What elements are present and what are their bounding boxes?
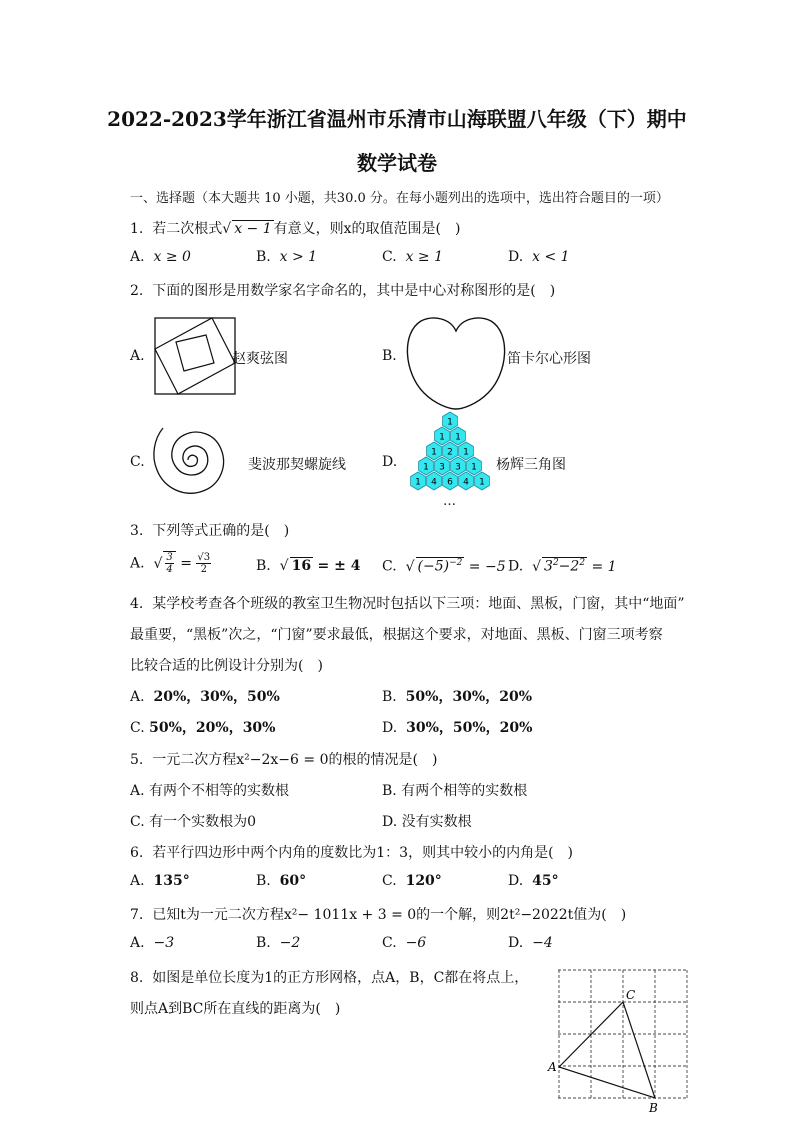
svg-text:1: 1 <box>447 417 453 428</box>
pascal-cell <box>459 442 474 460</box>
title-line-2: 数学试卷 <box>357 151 437 175</box>
q8-line-2: 则点A到BC所在直线的距离为( ) <box>130 1001 341 1017</box>
point-c-label: C <box>626 988 636 1002</box>
svg-text:1: 1 <box>455 432 461 443</box>
question-2: 2. 下面的图形是用数学家名字命名的，其中是中心对称图形的是( ) <box>130 283 556 299</box>
q7-text: 已知t为一元二次方程x²− 1011x + 3 = 0的一个解，则2t²−2022t值为( ) <box>152 907 627 923</box>
section-heading: 一、选择题（本大题共 10 小题，共30.0 分。在每小题列出的选项中，选出符合题目的一项） <box>130 191 669 206</box>
svg-text:2: 2 <box>447 447 453 458</box>
q4-option-a[interactable]: A. 20%，30%，50% <box>130 689 280 705</box>
q7-option-c[interactable]: C. −6 <box>382 935 427 951</box>
q2-text: 下面的图形是用数学家名字命名的，其中是中心对称图形的是( ) <box>152 283 556 299</box>
q1-pre: 若二次根式 <box>152 221 223 237</box>
q4-option-d[interactable]: D. 30%，50%，20% <box>382 720 533 736</box>
q2-option-b-label[interactable]: B. <box>382 348 397 364</box>
pascal-triangle <box>404 413 496 493</box>
svg-text:1: 1 <box>439 432 445 443</box>
pascal-cell <box>467 457 482 475</box>
q6-option-d[interactable]: D. 45° <box>508 873 559 889</box>
pascal-cell <box>443 442 458 460</box>
pascal-cell <box>451 457 466 475</box>
triangle-abc <box>559 1002 655 1098</box>
q1-radicand: x − 1 <box>234 221 272 237</box>
q5-option-c[interactable]: C. 有一个实数根为0 <box>130 814 257 830</box>
pascal-cell <box>427 442 442 460</box>
pascal-cell <box>451 427 466 445</box>
q4-line-1: 某学校考查各个班级的教室卫生物况时包括以下三项：地面、黑板，门窗，其中“地面” <box>152 596 685 612</box>
q5-option-d[interactable]: D. 没有实数根 <box>382 814 472 830</box>
pascal-cell <box>427 472 442 490</box>
q2-option-d-label[interactable]: D. <box>382 454 398 470</box>
q1-option-c[interactable]: C. x ≥ 1 <box>382 249 444 265</box>
pascal-ellipsis: … <box>443 494 456 509</box>
q1-post: 有意义，则x的取值范围是( ) <box>273 221 461 237</box>
svg-text:1: 1 <box>471 462 477 473</box>
pascal-cell <box>419 457 434 475</box>
q6-option-b[interactable]: B. 60° <box>256 873 307 889</box>
q3-text: 下列等式正确的是( ) <box>152 523 290 539</box>
pascal-cell <box>411 472 426 490</box>
q7-option-b[interactable]: B. −2 <box>256 935 301 951</box>
svg-text:3: 3 <box>455 462 461 473</box>
q3-option-d[interactable]: D. √ $3^2-2^2 = 1$ <box>508 558 617 575</box>
q2-option-a-label[interactable]: A. <box>130 348 145 364</box>
q2-option-d-name: 杨辉三角图 <box>496 457 566 473</box>
point-b-label: B <box>649 1101 658 1115</box>
q1-number: 1. <box>130 221 144 237</box>
question-5: 5. 一元二次方程x²−2x−6 = 0的根的情况是( ) <box>130 752 438 768</box>
q5-option-b[interactable]: B. 有两个相等的实数根 <box>382 783 528 799</box>
question-8: 8. 如图是单位长度为1的正方形网格，点A，B，C都在将点上， <box>130 970 529 986</box>
q7-option-d[interactable]: D. −4 <box>508 935 553 951</box>
q2-option-b-name: 笛卡尔心形图 <box>507 351 591 367</box>
fibonacci-spiral <box>152 414 247 504</box>
q4-option-c[interactable]: C. 50%，20%，30% <box>130 720 276 736</box>
pascal-cell <box>443 472 458 490</box>
q6-text: 若平行四边形中两个内角的度数比为1：3，则其中较小的内角是( ) <box>152 845 574 861</box>
svg-text:1: 1 <box>463 447 469 458</box>
pascal-cell <box>435 427 450 445</box>
q7-option-a[interactable]: A. −3 <box>130 935 175 951</box>
q2-option-c-name: 斐波那契螺旋线 <box>248 457 346 473</box>
q6-option-a[interactable]: A. 135° <box>130 873 190 889</box>
q4-line-2: 最重要，“黑板”次之，“门窗”要求最低，根据这个要求，对地面、黑板、门窗三项考察 <box>130 627 663 643</box>
q5-text: 一元二次方程x²−2x−6 = 0的根的情况是( ) <box>152 752 438 768</box>
q8-line-1: 如图是单位长度为1的正方形网格，点A，B，C都在将点上， <box>152 970 529 986</box>
svg-text:4: 4 <box>463 477 469 488</box>
question-6: 6. 若平行四边形中两个内角的度数比为1：3，则其中较小的内角是( ) <box>130 845 574 861</box>
svg-text:4: 4 <box>431 477 437 488</box>
svg-text:3: 3 <box>439 462 445 473</box>
svg-text:1: 1 <box>479 477 485 488</box>
q4-line-3: 比较合适的比例设计分别为( ) <box>130 658 323 674</box>
pascal-cell <box>459 472 474 490</box>
pascal-cell <box>475 472 490 490</box>
point-a-label: A <box>548 1060 557 1074</box>
cardioid-diagram <box>406 313 506 411</box>
q6-option-c[interactable]: C. 120° <box>382 873 442 889</box>
q1-option-b[interactable]: B. x > 1 <box>256 249 318 265</box>
svg-text:1: 1 <box>431 447 437 458</box>
q3-option-a[interactable]: A. √ $\frac{3}{4}$ = $\frac{√3}{2}$ <box>130 552 211 575</box>
q3-option-b[interactable]: B. √ 16 = ± 4 <box>256 558 361 574</box>
zhao-shuang-diagram <box>154 317 236 395</box>
q3-option-c[interactable]: C. √ $(-5)^{-2} = -5$ <box>382 558 506 575</box>
q1-option-d[interactable]: D. x < 1 <box>508 249 570 265</box>
q1-option-a[interactable]: A. x ≥ 0 <box>130 249 191 265</box>
q2-option-c-label[interactable]: C. <box>130 454 145 470</box>
pascal-cell <box>435 457 450 475</box>
q2-option-a-name: 赵爽弦图 <box>232 351 288 367</box>
question-7: 7. 已知t为一元二次方程x²− 1011x + 3 = 0的一个解，则2t²−2022t值为( ) <box>130 907 627 923</box>
svg-text:1: 1 <box>415 477 421 488</box>
question-1: 1. 若二次根式√ x − 1 有意义，则x的取值范围是( ) <box>130 221 461 237</box>
svg-text:1: 1 <box>423 462 429 473</box>
pascal-cell <box>443 412 458 430</box>
q4-option-b[interactable]: B. 50%，30%，20% <box>382 689 533 705</box>
svg-text:6: 6 <box>447 477 453 488</box>
title-line-1: 2022-2023学年浙江省温州市乐清市山海联盟八年级（下）期中 <box>107 107 687 131</box>
question-4: 4. 某学校考查各个班级的教室卫生物况时包括以下三项：地面、黑板，门窗，其中“地面” <box>130 596 685 612</box>
q5-option-a[interactable]: A. 有两个不相等的实数根 <box>130 783 290 799</box>
question-3: 3. 下列等式正确的是( ) <box>130 523 290 539</box>
q8-grid-figure <box>548 970 690 1115</box>
